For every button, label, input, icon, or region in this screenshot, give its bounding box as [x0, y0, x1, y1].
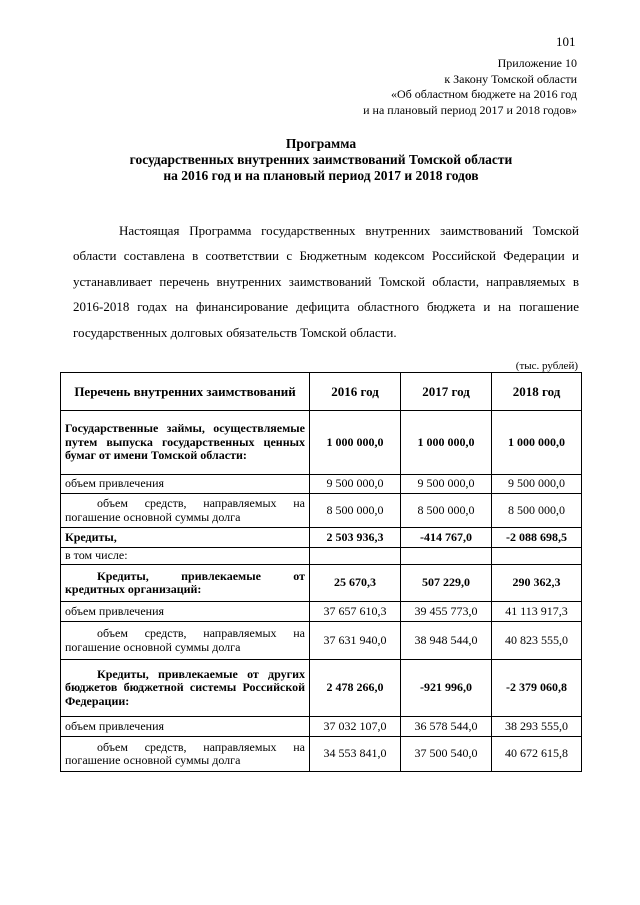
intro-text: Настоящая Программа государственных внутренних заимствований Томской области составлена в соответствии с Бюджетным кодексом Российской Федерации и устанавливает перечень внутренних заимствований Томской области, направляемых в 2016-2018 годах на финансирование дефицита областного бюджета и на погашение государственных долговых обязательств Томской области. [73, 223, 579, 340]
table-row [61, 717, 582, 737]
value-2017: 38 948 544,0 [401, 622, 492, 660]
table-header-row [61, 373, 582, 411]
intro-paragraph [73, 218, 579, 345]
appendix-line: Приложение 10 [497, 56, 577, 70]
row-label: объем средств, направляемых на погашение основной суммы долга [61, 737, 310, 772]
value-2018: 40 823 555,0 [492, 622, 582, 660]
header-cell: 2018 год [492, 373, 582, 411]
value-2016: 9 500 000,0 [310, 475, 401, 494]
value-2018: 40 672 615,8 [492, 737, 582, 772]
value-2016: 37 032 107,0 [310, 717, 401, 737]
borrowings-table [60, 372, 582, 772]
value-2017: 507 229,0 [401, 565, 492, 602]
table-row [61, 737, 582, 772]
header-cell: 2016 год [310, 373, 401, 411]
table-row [61, 411, 582, 475]
value-2016: 37 657 610,3 [310, 602, 401, 622]
value-2018: -2 088 698,5 [492, 528, 582, 548]
value-2018: 41 113 917,3 [492, 602, 582, 622]
table-row [61, 548, 582, 565]
row-label: объем привлечения [61, 602, 310, 622]
table-row [61, 660, 582, 717]
value-2017: 9 500 000,0 [401, 475, 492, 494]
title-line: государственных внутренних заимствований Томской области [129, 152, 513, 167]
value-2016: 2 503 936,3 [310, 528, 401, 548]
value-2017: -414 767,0 [401, 528, 492, 548]
value-2018: 38 293 555,0 [492, 717, 582, 737]
value-2017: 8 500 000,0 [401, 494, 492, 528]
table-row [61, 528, 582, 548]
row-label: объем привлечения [61, 475, 310, 494]
page-number: 101 [556, 34, 576, 49]
value-2018 [492, 548, 582, 565]
value-2016: 37 631 940,0 [310, 622, 401, 660]
value-2018: -2 379 060,8 [492, 660, 582, 717]
table-row [61, 565, 582, 602]
row-label: Государственные займы, осуществляемые путем выпуска государственных ценных бумаг от имени Томской области: [61, 411, 310, 475]
value-2016: 25 670,3 [310, 565, 401, 602]
row-label: Кредиты, привлекаемые от кредитных организаций: [61, 565, 310, 602]
value-2017: 1 000 000,0 [401, 411, 492, 475]
table-row [61, 494, 582, 528]
value-2017: 37 500 540,0 [401, 737, 492, 772]
row-label: в том числе: [61, 548, 310, 565]
unit-note: (тыс. рублей) [515, 360, 578, 372]
row-label: объем средств, направляемых на погашение основной суммы долга [61, 494, 310, 528]
value-2017: 36 578 544,0 [401, 717, 492, 737]
value-2016: 2 478 266,0 [310, 660, 401, 717]
value-2017 [401, 548, 492, 565]
table-row [61, 622, 582, 660]
title-line: Программа [285, 136, 357, 151]
row-label: объем средств, направляемых на погашение основной суммы долга [61, 622, 310, 660]
value-2018: 290 362,3 [492, 565, 582, 602]
table-row [61, 602, 582, 622]
value-2018: 1 000 000,0 [492, 411, 582, 475]
appendix-line: и на плановый период 2017 и 2018 годов» [363, 102, 577, 117]
value-2016: 1 000 000,0 [310, 411, 401, 475]
row-label: Кредиты, привлекаемые от других бюджетов бюджетной системы Российской Федерации: [61, 660, 310, 717]
value-2017: 39 455 773,0 [401, 602, 492, 622]
appendix-reference [363, 56, 577, 118]
table-row [61, 475, 582, 494]
document-title [60, 136, 582, 184]
header-cell: 2017 год [401, 373, 492, 411]
value-2018: 9 500 000,0 [492, 475, 582, 494]
header-cell: Перечень внутренних заимствований [61, 373, 310, 411]
title-line: на 2016 год и на плановый период 2017 и 2018 годов [163, 168, 479, 183]
row-label: Кредиты, [61, 528, 310, 548]
appendix-line: «Об областном бюджете на 2016 год [391, 87, 577, 101]
row-label: объем привлечения [61, 717, 310, 737]
value-2018: 8 500 000,0 [492, 494, 582, 528]
value-2017: -921 996,0 [401, 660, 492, 717]
appendix-line: к Закону Томской области [444, 71, 577, 86]
value-2016: 8 500 000,0 [310, 494, 401, 528]
value-2016: 34 553 841,0 [310, 737, 401, 772]
value-2016 [310, 548, 401, 565]
